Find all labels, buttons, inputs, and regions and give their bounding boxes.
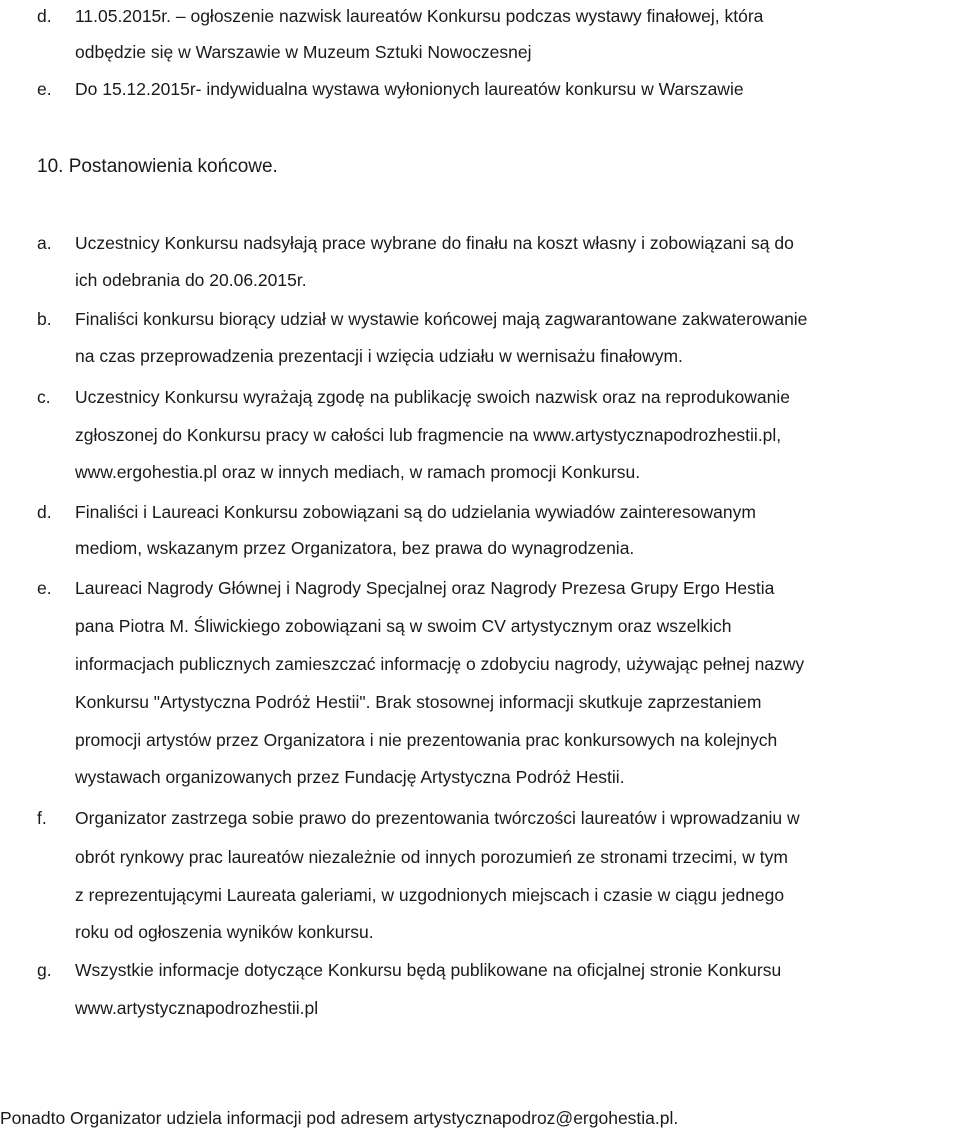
list-item-text: pana Piotra M. Śliwickiego zobowiązani są w swoim CV artystycznym oraz wszelkich [75,616,732,636]
list-item-text: odbędzie się w Warszawie w Muzeum Sztuki Nowoczesnej [75,42,532,62]
list-item-text: wystawach organizowanych przez Fundację Artystyczna Podróż Hestii. [75,767,625,787]
list-item-text: Uczestnicy Konkursu nadsyłają prace wybrane do finału na koszt własny i zobowiązani są do [75,233,794,253]
list-marker: e. [37,578,52,598]
list-item-text: zgłoszonej do Konkursu pracy w całości lub fragmencie na www.artystycznapodrozhestii.pl, [75,425,782,445]
list-item-text: roku od ogłoszenia wyników konkursu. [75,922,374,942]
list-item-text: Finaliści i Laureaci Konkursu zobowiązani są do udzielania wywiadów zainteresowanym [75,502,756,522]
list-marker: f. [37,808,47,828]
contact-note: Ponadto Organizator udziela informacji pod adresem artystycznapodroz@ergohestia.pl. [0,1108,679,1128]
list-item-text: Uczestnicy Konkursu wyrażają zgodę na publikację swoich nazwisk oraz na reprodukowanie [75,387,790,407]
list-marker: g. [37,960,52,980]
list-item-text: promocji artystów przez Organizatora i nie prezentowania prac konkursowych na kolejnych [75,730,778,750]
list-item-text: na czas przeprowadzenia prezentacji i wzięcia udziału w wernisażu finałowym. [75,346,683,366]
list-item-text: 11.05.2015r. – ogłoszenie nazwisk laureatów Konkursu podczas wystawy finałowej, która [75,6,764,26]
list-marker: d. [37,502,52,522]
list-marker: a. [37,233,52,253]
list-item-text: Laureaci Nagrody Głównej i Nagrody Specjalnej oraz Nagrody Prezesa Grupy Ergo Hestia [75,578,775,598]
list-item-text: informacjach publicznych zamieszczać informację o zdobyciu nagrody, używając pełnej nazwy [75,654,805,674]
list-item-text: Wszystkie informacje dotyczące Konkursu będą publikowane na oficjalnej stronie Konkursu [75,960,782,980]
list-item-text: Finaliści konkursu biorący udział w wystawie końcowej mają zagwarantowane zakwaterowanie [75,309,808,329]
list-marker: e. [37,79,52,99]
list-item-text: www.ergohestia.pl oraz w innych mediach, w ramach promocji Konkursu. [75,462,641,482]
list-item-text: z reprezentującymi Laureata galeriami, w uzgodnionych miejscach i czasie w ciągu jednego [75,885,785,905]
list-item-text: Konkursu "Artystyczna Podróż Hestii". Brak stosownej informacji skutkuje zaprzestaniem [75,692,762,712]
list-item-text: mediom, wskazanym przez Organizatora, bez prawa do wynagrodzenia. [75,538,635,558]
list-marker: b. [37,309,52,329]
list-marker: d. [37,6,52,26]
list-item-text: ich odebrania do 20.06.2015r. [75,270,307,290]
list-marker: c. [37,387,51,407]
section-heading: 10. Postanowienia końcowe. [37,156,278,177]
list-item-text: Do 15.12.2015r- indywidualna wystawa wyłonionych laureatów konkursu w Warszawie [75,79,744,99]
list-item-text: www.artystycznapodrozhestii.pl [75,998,319,1018]
list-item-text: Organizator zastrzega sobie prawo do prezentowania twórczości laureatów i wprowadzaniu w [75,808,800,828]
list-item-text: obrót rynkowy prac laureatów niezależnie od innych porozumień ze stronami trzecimi, w tym [75,847,788,867]
